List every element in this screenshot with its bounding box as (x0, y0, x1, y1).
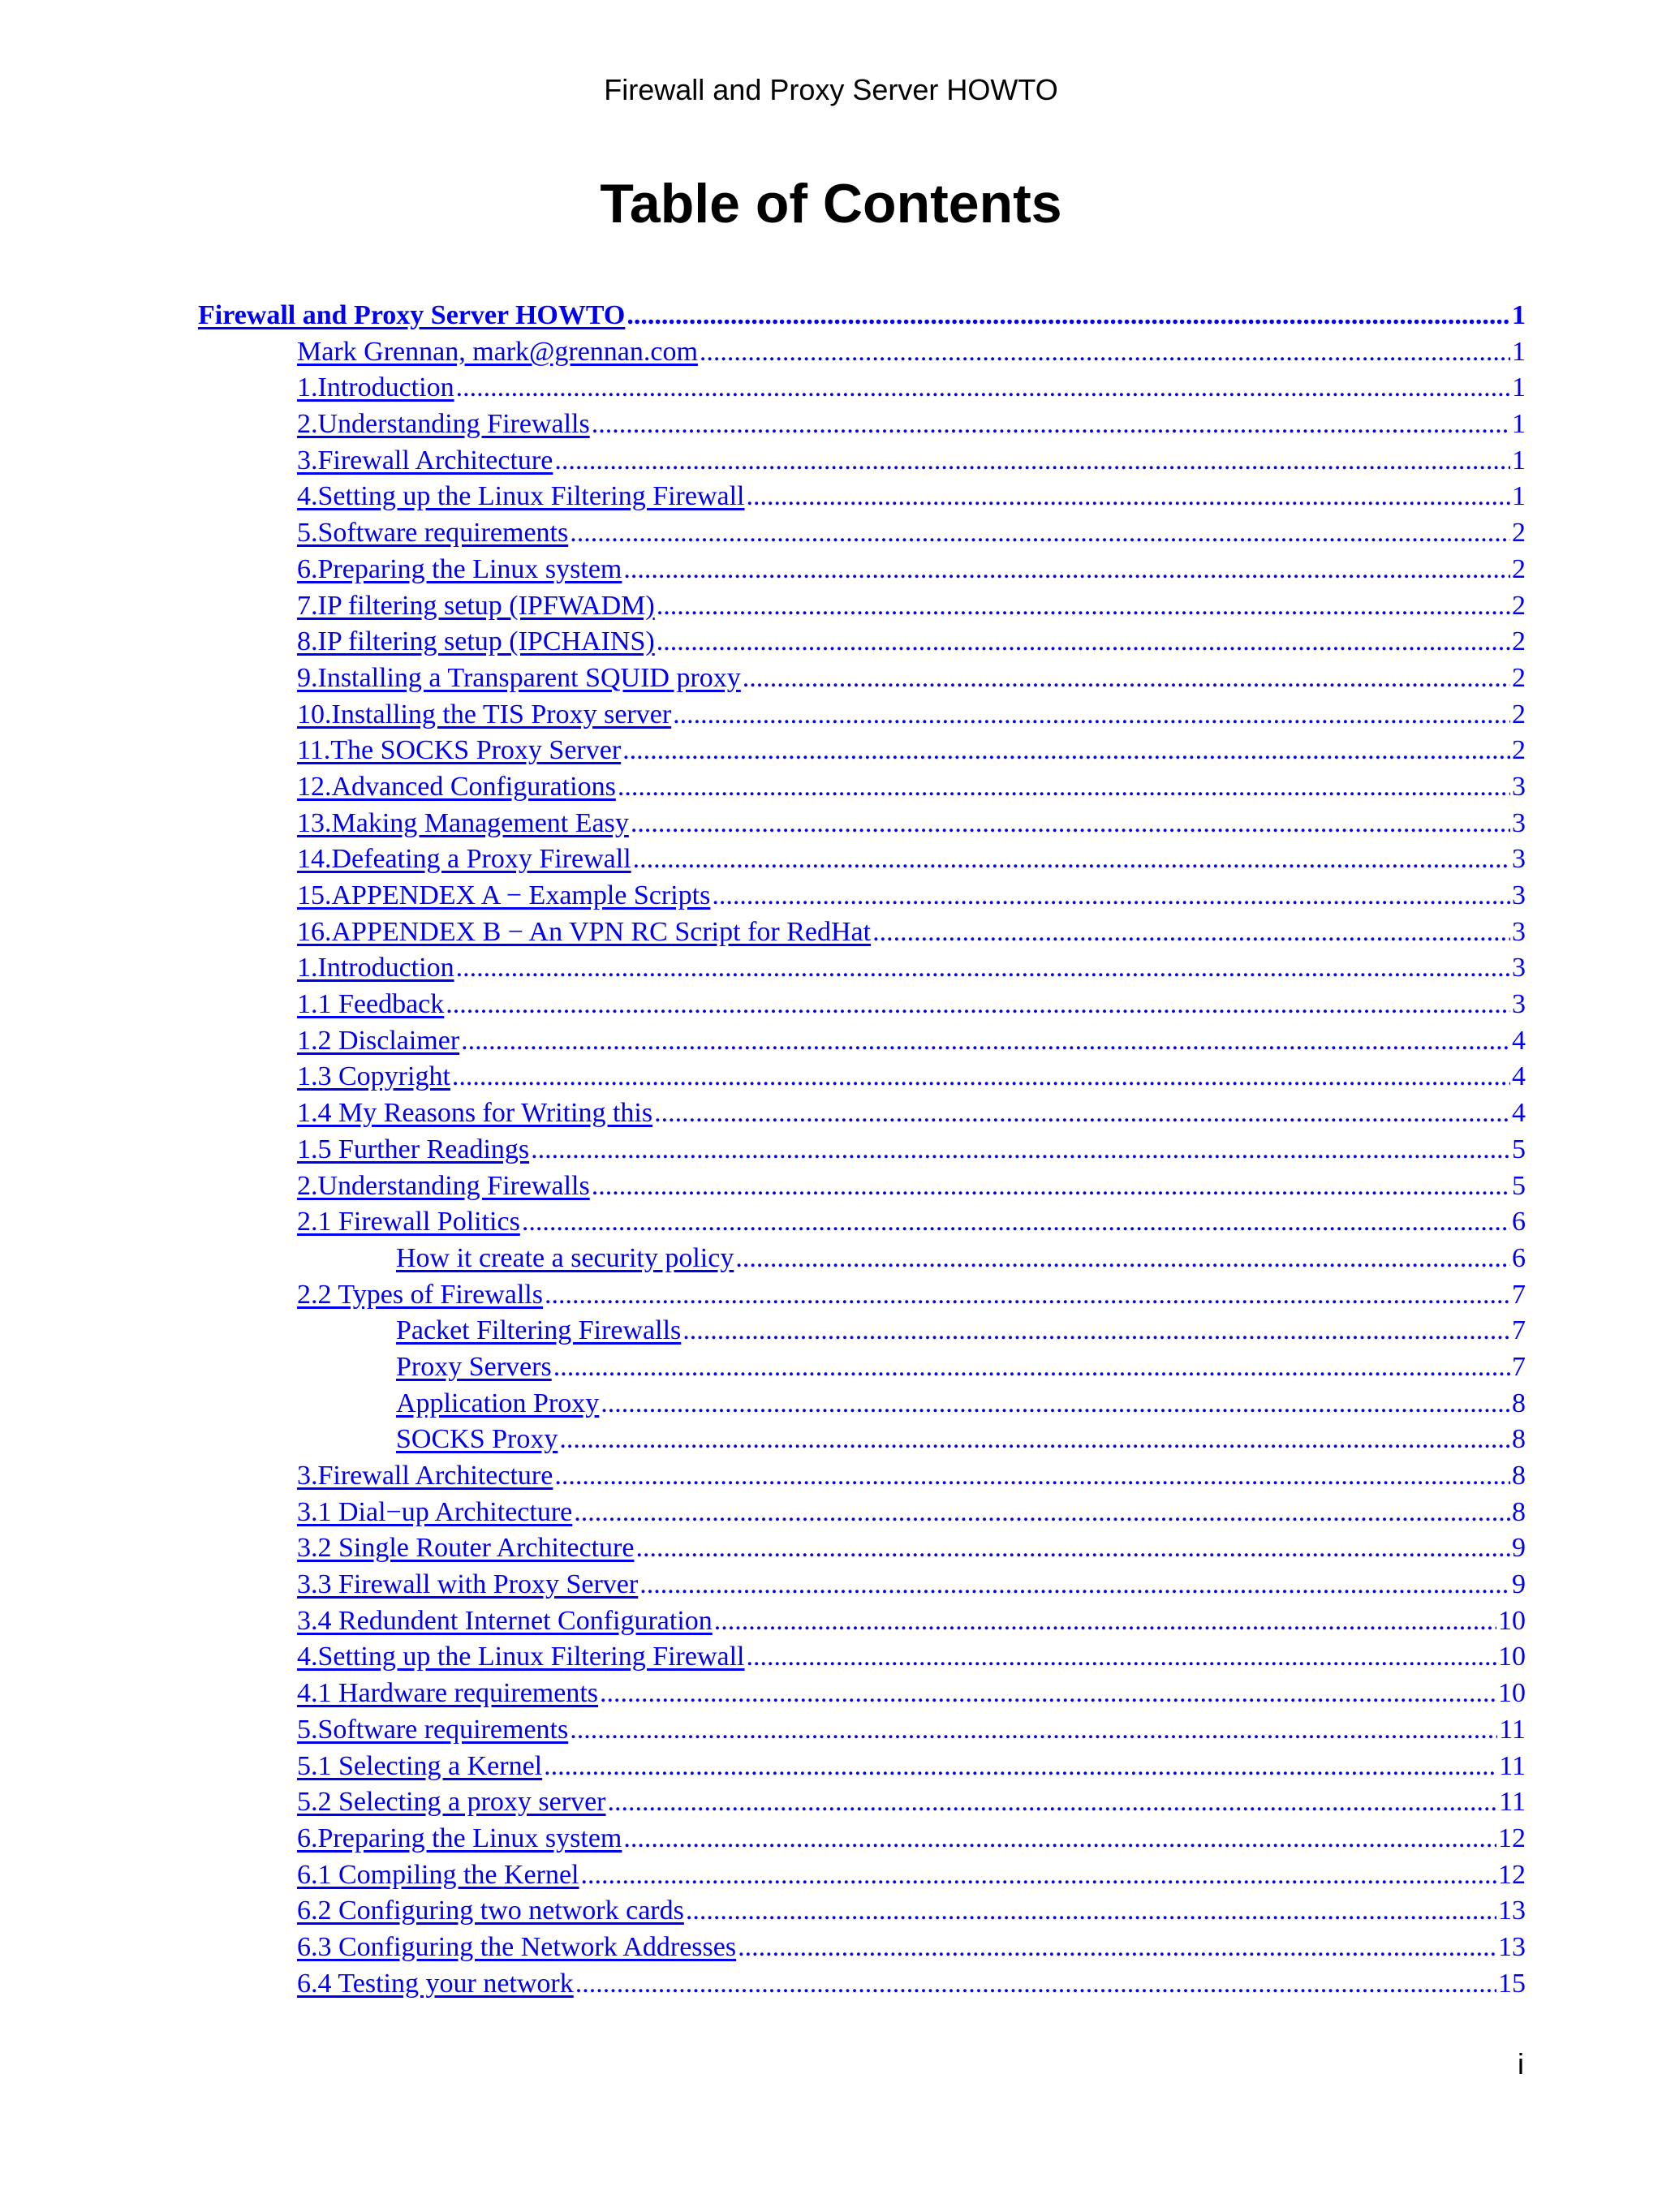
toc-dot-leader (682, 1313, 1510, 1349)
toc-page-number: 10 (1498, 1678, 1526, 1709)
toc-entry (0, 987, 1526, 1023)
page-number: i (1518, 2047, 1524, 2081)
toc-dot-leader (456, 370, 1510, 407)
toc-page-number: 7 (1512, 1351, 1526, 1382)
toc-dot-leader (601, 1386, 1510, 1422)
toc-dot-leader (631, 806, 1510, 842)
toc-page-number: 9 (1512, 1533, 1526, 1564)
toc-page-number: 11 (1499, 1787, 1526, 1818)
toc-page-number: 8 (1512, 1461, 1526, 1491)
toc-entry-link[interactable]: How it create a security policy (396, 1242, 734, 1273)
toc-page-number: 13 (1498, 1896, 1526, 1926)
toc-dot-leader (531, 1132, 1510, 1168)
toc-entry-link[interactable]: 15.APPENDEX A − Example Scripts (297, 880, 711, 910)
toc-dot-leader (522, 1204, 1510, 1241)
toc-entry (0, 1204, 1526, 1241)
toc-dot-leader (559, 1422, 1510, 1458)
toc-entry-link[interactable]: 16.APPENDEX B − An VPN RC Script for RedHat (297, 916, 872, 947)
toc-page-number: 3 (1512, 916, 1526, 947)
toc-dot-leader (654, 1095, 1510, 1132)
toc-page-number: 2 (1512, 662, 1526, 693)
toc-entry-link[interactable]: 1.2 Disclaimer (297, 1025, 460, 1056)
toc-entry-link[interactable]: SOCKS Proxy (396, 1424, 558, 1455)
toc-page-number: 6 (1512, 1207, 1526, 1237)
toc-entry-link[interactable]: 4.1 Hardware requirements (297, 1678, 599, 1709)
toc-entry (0, 1168, 1526, 1205)
toc-entry (0, 370, 1526, 407)
toc-entry (0, 298, 1526, 334)
toc-entry-link[interactable]: 5.Software requirements (297, 1714, 569, 1745)
toc-entry-link[interactable]: 6.2 Configuring two network cards (297, 1896, 684, 1926)
toc-dot-leader (592, 1168, 1510, 1205)
toc-entry-link[interactable]: 12.Advanced Configurations (297, 771, 616, 802)
toc-dot-leader (574, 1495, 1510, 1531)
toc-dot-leader (657, 588, 1510, 625)
toc-page-number: 3 (1512, 989, 1526, 1020)
toc-page-number: 1 (1512, 445, 1526, 476)
toc-entry-link[interactable]: 10.Installing the TIS Proxy server (297, 699, 672, 729)
toc-page-number: 3 (1512, 844, 1526, 875)
toc-dot-leader (738, 1930, 1496, 1966)
toc-entry (0, 1095, 1526, 1132)
toc-entry-link[interactable]: 9.Installing a Transparent SQUID proxy (297, 662, 741, 693)
toc-entry (0, 1966, 1526, 2003)
toc-entry-link[interactable]: 1.4 My Reasons for Writing this (297, 1098, 653, 1129)
toc-page-number: 2 (1512, 518, 1526, 549)
toc-page-number: 1 (1512, 409, 1526, 440)
toc-entry (0, 1821, 1526, 1857)
toc-entry-link[interactable]: 3.4 Redundent Internet Configuration (297, 1605, 713, 1636)
toc-entry (0, 1930, 1526, 1966)
toc-entry-link[interactable]: Firewall and Proxy Server HOWTO (198, 300, 626, 330)
toc-dot-leader (554, 1458, 1510, 1495)
toc-entry-link[interactable]: 2.Understanding Firewalls (297, 1170, 590, 1201)
toc-entry (0, 1893, 1526, 1930)
toc-page-number: 3 (1512, 807, 1526, 838)
toc-entry-link[interactable]: 1.Introduction (297, 372, 454, 403)
toc-page-number: 10 (1498, 1642, 1526, 1672)
toc-dot-leader (600, 1676, 1496, 1712)
toc-entry (0, 1530, 1526, 1567)
toc-page-number: 2 (1512, 553, 1526, 584)
toc-page-number: 4 (1512, 1025, 1526, 1056)
toc-entry (0, 624, 1526, 661)
toc-dot-leader (639, 1567, 1510, 1603)
toc-entry-link[interactable]: 6.3 Configuring the Network Addresses (297, 1931, 737, 1962)
toc-page-number: 11 (1499, 1750, 1526, 1781)
toc-entry-link[interactable]: Mark Grennan, mark@grennan.com (297, 336, 698, 367)
toc-dot-leader (570, 515, 1510, 552)
toc-dot-leader (714, 1603, 1496, 1640)
toc-entry (0, 552, 1526, 588)
toc-dot-leader (623, 1821, 1496, 1857)
toc-entry (0, 1639, 1526, 1676)
toc-dot-leader (673, 697, 1510, 734)
toc-entry (0, 1567, 1526, 1603)
toc-page-number: 4 (1512, 1098, 1526, 1129)
toc-page-number: 11 (1499, 1714, 1526, 1745)
toc-dot-leader (747, 1639, 1496, 1676)
toc-dot-leader (544, 1749, 1497, 1785)
toc-dot-leader (657, 624, 1510, 661)
toc-dot-leader (570, 1712, 1497, 1749)
toc-dot-leader (581, 1857, 1496, 1894)
toc-dot-leader (446, 987, 1510, 1023)
toc-entry-link[interactable]: 1.1 Feedback (297, 989, 445, 1020)
toc-entry-link[interactable]: Packet Filtering Firewalls (396, 1315, 682, 1346)
toc-entry-link[interactable]: 2.2 Types of Firewalls (297, 1279, 543, 1310)
toc-entry (0, 515, 1526, 552)
toc-entry-link[interactable]: 1.3 Copyright (297, 1061, 450, 1092)
toc-entry (0, 443, 1526, 480)
toc-entry-link[interactable]: Application Proxy (396, 1388, 600, 1418)
toc-entry-link[interactable]: 11.The SOCKS Proxy Server (297, 735, 622, 766)
toc-dot-leader (575, 1966, 1496, 2003)
toc-entry (0, 1277, 1526, 1314)
toc-entry-link[interactable]: 5.Software requirements (297, 518, 569, 549)
toc-page-number: 7 (1512, 1315, 1526, 1346)
toc-page-number: 8 (1512, 1424, 1526, 1455)
toc-entry (0, 1458, 1526, 1495)
toc-entry-link[interactable]: 3.2 Single Router Architecture (297, 1533, 635, 1564)
toc-entry-link[interactable]: 1.5 Further Readings (297, 1134, 530, 1164)
toc-page-number: 1 (1512, 300, 1526, 330)
toc-entry (0, 733, 1526, 769)
toc-entry-link[interactable]: 3.1 Dial−up Architecture (297, 1496, 573, 1527)
toc-entry-link[interactable]: 14.Defeating a Proxy Firewall (297, 844, 631, 875)
toc-dot-leader (461, 1023, 1510, 1060)
toc-entry (0, 661, 1526, 697)
toc-page-number: 5 (1512, 1134, 1526, 1164)
toc-entry (0, 914, 1526, 951)
toc-entry-link[interactable]: 6.Preparing the Linux system (297, 553, 622, 584)
toc-entry (0, 407, 1526, 443)
toc-dot-leader (743, 661, 1510, 697)
toc-entry-link[interactable]: Proxy Servers (396, 1351, 552, 1382)
toc-entry-link[interactable]: 8.IP filtering setup (IPCHAINS) (297, 626, 655, 657)
toc-entry (0, 1603, 1526, 1640)
toc-page-number: 1 (1512, 372, 1526, 403)
toc-entry-link[interactable]: 1.Introduction (297, 953, 454, 983)
toc-page-number: 8 (1512, 1388, 1526, 1418)
toc-entry (0, 334, 1526, 371)
toc-entry-link[interactable]: 3.Firewall Architecture (297, 445, 553, 476)
toc-page-number: 2 (1512, 699, 1526, 729)
toc-page-number: 9 (1512, 1569, 1526, 1600)
toc-page-number: 7 (1512, 1279, 1526, 1310)
toc-dot-leader (622, 733, 1510, 769)
toc-dot-leader (618, 769, 1510, 806)
toc-page-number: 1 (1512, 336, 1526, 367)
toc-dot-leader (633, 841, 1510, 878)
toc-entry-link[interactable]: 7.IP filtering setup (IPFWADM) (297, 590, 655, 621)
toc-page-number: 3 (1512, 953, 1526, 983)
toc-entry (0, 950, 1526, 987)
toc-entry (0, 1712, 1526, 1749)
running-header: Firewall and Proxy Server HOWTO (604, 73, 1058, 106)
toc-entry (0, 1313, 1526, 1349)
toc-dot-leader (545, 1277, 1510, 1314)
toc-entry (0, 697, 1526, 734)
toc-page-number: 5 (1512, 1170, 1526, 1201)
toc-page-number: 3 (1512, 880, 1526, 910)
toc-dot-leader (635, 1530, 1510, 1567)
toc-dot-leader (747, 479, 1510, 515)
toc-dot-leader (452, 1059, 1510, 1095)
toc-dot-leader (735, 1241, 1510, 1277)
toc-entry-link[interactable]: 4.Setting up the Linux Filtering Firewall (297, 1642, 745, 1672)
toc-page-number: 2 (1512, 626, 1526, 657)
toc-page-number: 10 (1498, 1605, 1526, 1636)
toc-page-number: 12 (1498, 1823, 1526, 1853)
toc-entry (0, 1784, 1526, 1821)
toc-entry (0, 1422, 1526, 1458)
toc-entry (0, 769, 1526, 806)
toc-entry-link[interactable]: 2.1 Firewall Politics (297, 1207, 520, 1237)
toc-entry-link[interactable]: 5.1 Selecting a Kernel (297, 1750, 543, 1781)
table-of-contents (0, 298, 1662, 2002)
toc-page-number: 6 (1512, 1242, 1526, 1273)
toc-dot-leader (592, 407, 1510, 443)
toc-dot-leader (700, 334, 1510, 371)
toc-entry-link[interactable]: 6.4 Testing your network (297, 1968, 574, 1999)
toc-page-number: 15 (1498, 1968, 1526, 1999)
toc-entry-link[interactable]: 5.2 Selecting a proxy server (297, 1787, 606, 1818)
page-title: Table of Contents (600, 173, 1062, 235)
toc-entry (0, 1676, 1526, 1712)
toc-entry (0, 479, 1526, 515)
toc-entry-link[interactable]: 4.Setting up the Linux Filtering Firewall (297, 481, 745, 512)
toc-page-number: 1 (1512, 481, 1526, 512)
toc-entry (0, 1857, 1526, 1894)
toc-entry-link[interactable]: 13.Making Management Easy (297, 807, 629, 838)
toc-entry (0, 841, 1526, 878)
toc-dot-leader (608, 1784, 1498, 1821)
toc-page-number: 3 (1512, 771, 1526, 802)
toc-entry-link[interactable]: 3.Firewall Architecture (297, 1461, 553, 1491)
toc-entry (0, 806, 1526, 842)
toc-entry (0, 1495, 1526, 1531)
toc-dot-leader (712, 878, 1510, 914)
toc-dot-leader (626, 298, 1510, 334)
toc-entry (0, 1241, 1526, 1277)
toc-entry-link[interactable]: 3.3 Firewall with Proxy Server (297, 1569, 639, 1600)
toc-entry-link[interactable]: 2.Understanding Firewalls (297, 409, 590, 440)
toc-page-number: 2 (1512, 590, 1526, 621)
toc-entry (0, 588, 1526, 625)
toc-entry (0, 1749, 1526, 1785)
toc-entry (0, 1349, 1526, 1386)
toc-entry (0, 1132, 1526, 1168)
toc-page-number: 4 (1512, 1061, 1526, 1092)
toc-dot-leader (872, 914, 1510, 951)
toc-dot-leader (553, 1349, 1510, 1386)
toc-page-number: 13 (1498, 1931, 1526, 1962)
toc-page-number: 12 (1498, 1859, 1526, 1890)
toc-dot-leader (623, 552, 1510, 588)
toc-dot-leader (456, 950, 1510, 987)
toc-dot-leader (554, 443, 1510, 480)
toc-page-number: 2 (1512, 735, 1526, 766)
toc-entry (0, 1059, 1526, 1095)
toc-entry-link[interactable]: 6.1 Compiling the Kernel (297, 1859, 579, 1890)
toc-entry-link[interactable]: 6.Preparing the Linux system (297, 1823, 622, 1853)
toc-entry (0, 1386, 1526, 1422)
toc-dot-leader (686, 1893, 1496, 1930)
toc-page-number: 8 (1512, 1496, 1526, 1527)
toc-entry (0, 878, 1526, 914)
toc-entry (0, 1023, 1526, 1060)
